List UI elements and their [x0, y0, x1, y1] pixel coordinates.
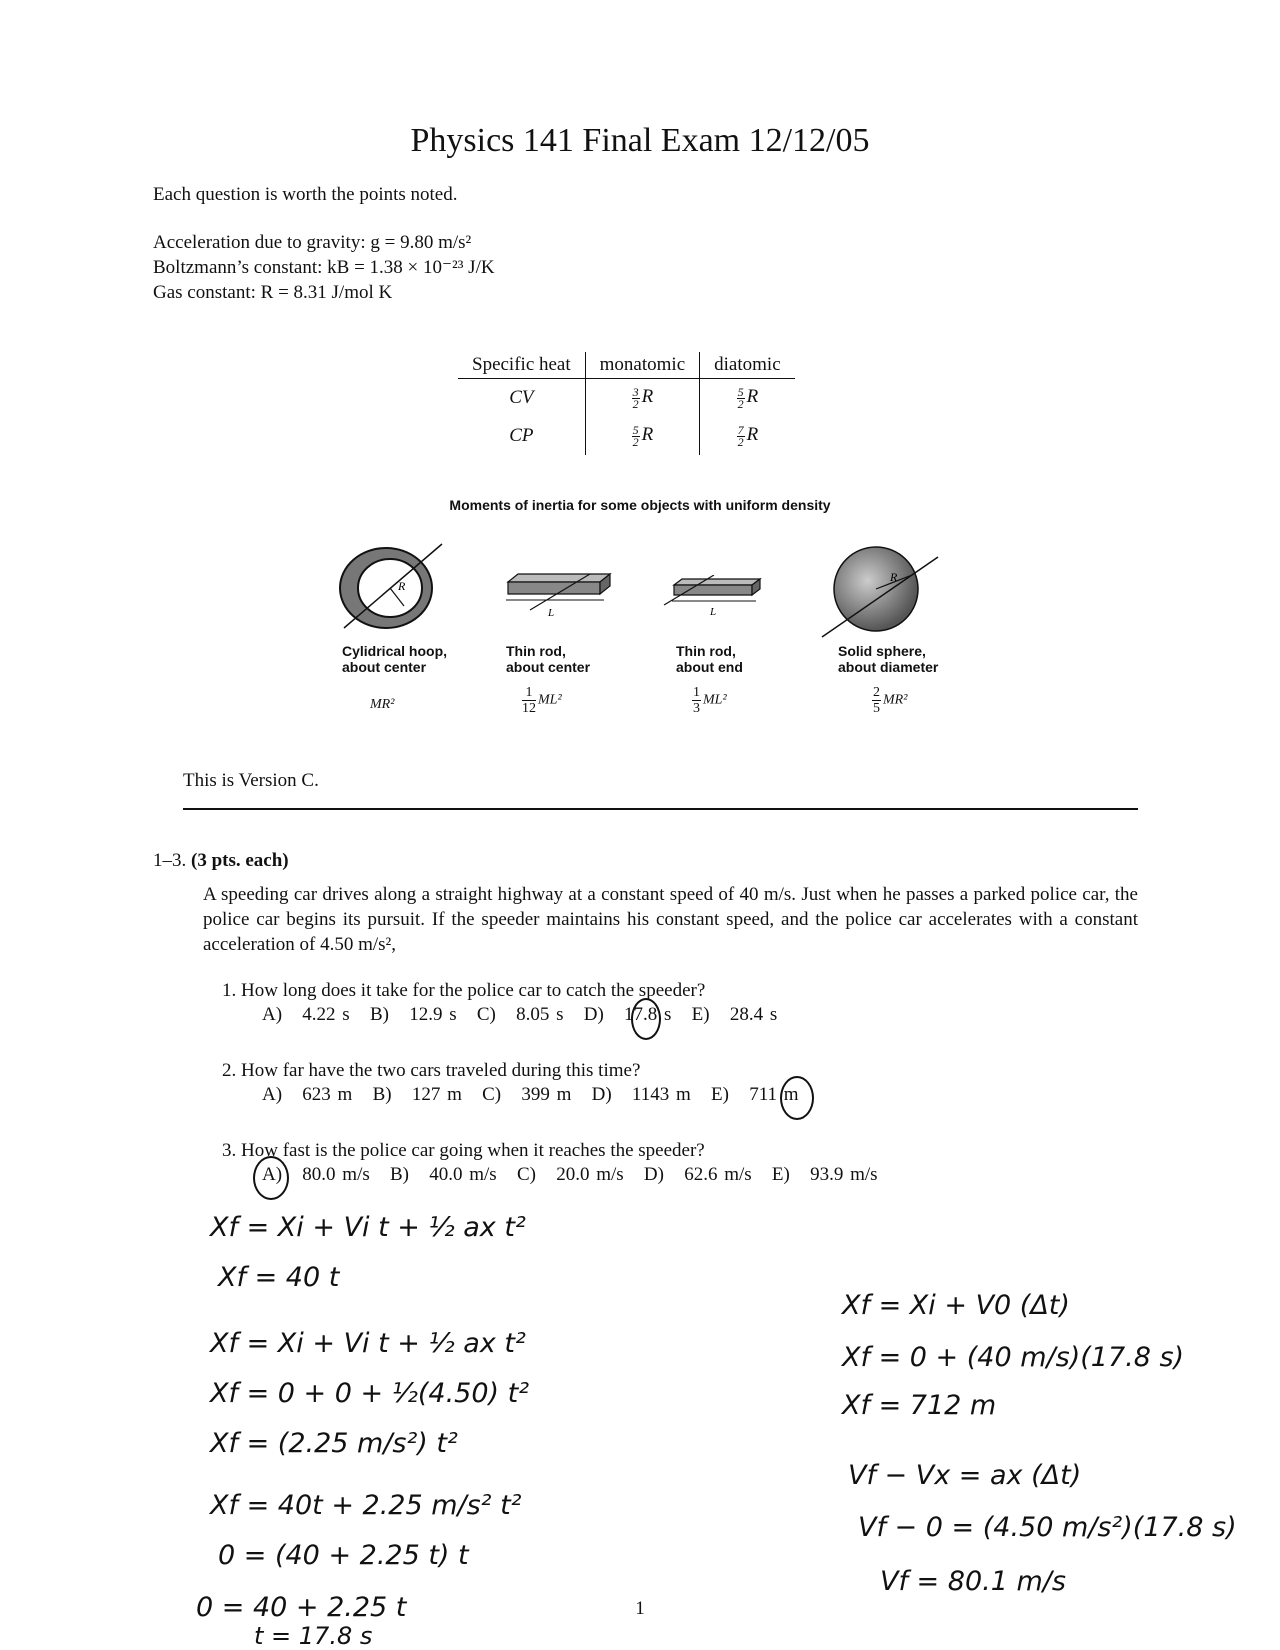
handwriting-line: Xf = Xi + Vi t + ½ ax t²: [210, 1328, 526, 1359]
sphere-formula: $\frac{2}{5}$ MR²: [873, 685, 908, 716]
version-label: This is Version C.: [183, 770, 319, 791]
handwriting-line: Vf = 80.1 m/s: [880, 1566, 1066, 1597]
table-header: monatomic: [585, 352, 699, 379]
answer-circle-3: [253, 1156, 289, 1200]
problem-points: (3 pts. each): [191, 850, 289, 871]
handwriting-line: Xf = 712 m: [842, 1390, 997, 1421]
rod-center-caption: Thin rod, about center: [506, 643, 591, 675]
handwriting-line: Vf − 0 = (4.50 m/s²)(17.8 s): [858, 1512, 1237, 1543]
handwriting-line: Xf = Xi + V0 (Δt): [842, 1290, 1070, 1321]
problem-number: 1–3.: [153, 850, 187, 871]
rod-end-caption: Thin rod, about end: [676, 643, 743, 675]
table-cell: $\frac{5}{2}$ R: [585, 417, 699, 455]
inertia-heading: Moments of inertia for some objects with uniform density: [449, 497, 831, 513]
handwriting-line: Xf = Xi + Vi t + ½ ax t²: [210, 1212, 526, 1243]
table-cell: $\frac{5}{2}$ R: [737, 384, 759, 411]
table-header: Specific heat: [458, 352, 585, 379]
hoop-caption: Cylidrical hoop, about center: [342, 643, 448, 675]
question-2: 2. How far have the two cars traveled during this time?: [222, 1060, 641, 1081]
table-row: [458, 379, 795, 418]
question-1-choices: A) 4.22 s B) 12.9 s C) 8.05 s D) 17.8 s E) 28.4 s: [262, 1004, 778, 1025]
handwriting-line: Xf = 0 + (40 m/s)(17.8 s): [842, 1342, 1185, 1373]
page-title: Physics 141 Final Exam 12/12/05: [410, 122, 870, 159]
answer-circle-2: [780, 1076, 814, 1120]
table-row: [458, 417, 795, 455]
constants-list: [153, 230, 495, 305]
svg-text:R: R: [398, 579, 406, 593]
constant-gravity: Acceleration due to gravity: g = 9.80 m/s²: [153, 232, 472, 253]
handwriting-line: Vf − Vx = ax (Δt): [848, 1460, 1082, 1491]
rod-end-illustration: [660, 575, 770, 620]
table-cell: $\frac{7}{2}$ R: [737, 422, 759, 449]
row-label: CP: [458, 417, 585, 455]
rod-end-formula: $\frac{1}{3}$ ML²: [693, 685, 727, 716]
table-header: diatomic: [700, 352, 795, 379]
question-1: 1. How long does it take for the police car to catch the speeder?: [222, 980, 706, 1001]
handwriting-line: 0 = 40 + 2.25 t: [196, 1592, 407, 1623]
divider: [183, 808, 1138, 810]
handwriting-line: Xf = 40 t: [218, 1262, 340, 1293]
points-note: Each question is worth the points noted.: [153, 184, 458, 205]
specific-heat-table: [458, 352, 795, 455]
hoop-formula: MR²: [370, 697, 395, 712]
problem-text: A speeding car drives along a straight highway at a constant speed of 40 m/s. Just when he passes a parked police car, the police car begins its pursuit. If the speeder maintains his constant speed, and the police car accelerates with a constant acceleration of 4.50 m/s²,: [203, 884, 1138, 955]
handwriting-line: Xf = 0 + 0 + ½(4.50) t²: [210, 1378, 530, 1409]
table-cell: $\frac{3}{2}$ R: [585, 379, 699, 418]
rod-center-formula: $\frac{1}{12}$ ML²: [522, 685, 562, 716]
question-3: 3. How fast is the police car going when it reaches the speeder?: [222, 1140, 705, 1161]
constant-boltzmann: Boltzmann’s constant: kB = 1.38 × 10⁻²³ J/K: [153, 257, 495, 278]
svg-text:R: R: [890, 570, 898, 584]
svg-text:L: L: [548, 607, 555, 619]
problem-heading: [153, 848, 289, 873]
handwriting-line: 0 = (40 + 2.25 t) t: [218, 1540, 469, 1571]
sphere-illustration: [820, 545, 940, 640]
handwriting-line: Xf = 40t + 2.25 m/s² t²: [210, 1490, 522, 1521]
svg-text:L: L: [710, 606, 717, 618]
row-label: CV: [458, 379, 585, 418]
sphere-caption: Solid sphere, about diameter: [838, 643, 939, 675]
constant-gas: Gas constant: R = 8.31 J/mol K: [153, 282, 393, 303]
question-2-choices: A) 623 m B) 127 m C) 399 m D) 1143 m E) 711 m: [262, 1084, 799, 1105]
page-number: 1: [635, 1598, 645, 1619]
handwriting-line: t = 17.8 s: [254, 1622, 373, 1650]
answer-circle-1: [631, 998, 661, 1040]
rod-center-illustration: [500, 570, 620, 620]
question-3-choices: A) 80.0 m/s B) 40.0 m/s C) 20.0 m/s D) 62.6 m/s E) 93.9 m/s: [262, 1164, 878, 1185]
hoop-illustration: [338, 540, 448, 630]
handwriting-line: Xf = (2.25 m/s²) t²: [210, 1428, 458, 1459]
